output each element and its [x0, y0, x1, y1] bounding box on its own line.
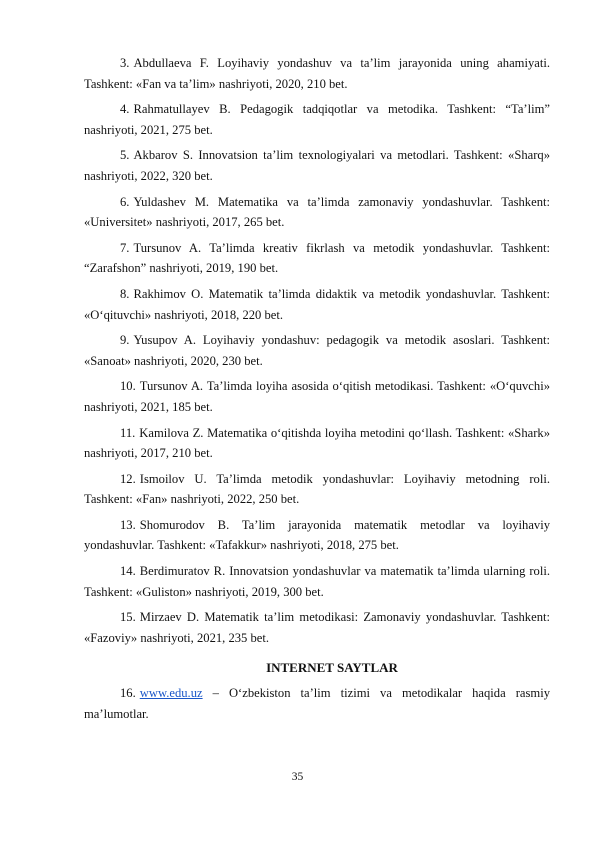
reference-number: 3. — [120, 56, 130, 70]
reference-item — [84, 423, 550, 464]
reference-text: Akbarov S. Innovatsion ta’lim texnologiyalari va metodlari. Tashkent: «Sharq» nashriyoti, 2022, 320 bet. — [84, 148, 550, 183]
reference-item — [84, 238, 550, 279]
reference-number: 16. — [120, 686, 136, 700]
reference-item — [84, 515, 550, 556]
reference-number: 8. — [120, 286, 130, 301]
reference-text: Kamilova Z. Matematika o‘qitishda loyiha metodini qo‘llash. Tashkent: «Shark» nashriyoti, 2017, 210 bet. — [84, 425, 550, 461]
reference-item — [84, 330, 550, 371]
reference-text: Tursunov A. Ta’limda loyiha asosida o‘qitish metodikasi. Tashkent: «O‘quvchi» nashriyoti, 2021, 185 bet. — [84, 379, 550, 414]
reference-item — [84, 53, 550, 94]
reference-text: Shomurodov B. Ta’lim jarayonida matematik metodlar va loyihaviy yondashuvlar. Tashkent: «Tafakkur» nashriyoti, 2018, 275 bet. — [84, 517, 550, 553]
reference-number: 7. — [120, 240, 130, 255]
section-heading-internet: INTERNET SAYTLAR — [266, 660, 398, 675]
reference-item — [84, 469, 550, 510]
reference-number: 11. — [120, 425, 136, 440]
reference-item — [84, 284, 550, 325]
reference-item — [84, 192, 550, 233]
reference-item — [84, 145, 550, 186]
reference-text: Tursunov A. Ta’limda kreativ fikrlash va metodik yondashuvlar. Tashkent: “Zarafshon” nashriyoti, 2019, 190 bet. — [84, 240, 550, 276]
internet-site-item — [84, 683, 550, 724]
internet-sites-list — [84, 683, 550, 729]
reference-number: 9. — [120, 333, 130, 348]
reference-item — [84, 376, 550, 417]
reference-text: Rahmatullayev B. Pedagogik tadqiqotlar va metodika. Tashkent: “Ta’lim” nashriyoti, 2021, 275 bet. — [84, 102, 550, 137]
reference-number: 6. — [120, 194, 130, 209]
reference-text: Berdimuratov R. Innovatsion yondashuvlar va matematik ta’limda ularning roli. Tashkent: «Guliston» nashriyoti, 2019, 300 bet. — [84, 564, 550, 599]
reference-text: Ismoilov U. Ta’limda metodik yondashuvlar: Loyihaviy metodning roli. Tashkent: «Fan» nashriyoti, 2022, 250 bet. — [84, 471, 550, 507]
references-list — [84, 53, 550, 653]
reference-number: 12. — [120, 471, 136, 486]
reference-text: Yuldashev M. Matematika va ta’limda zamonaviy yondashuvlar. Tashkent: «Universitet» nashriyoti, 2017, 265 bet. — [84, 194, 550, 230]
reference-number: 4. — [120, 102, 130, 117]
website-link[interactable]: www.edu.uz — [139, 686, 203, 700]
reference-item — [84, 99, 550, 140]
page-number: 35 — [291, 771, 304, 783]
reference-text: – O‘zbekiston ta’lim tizimi va metodikalar haqida rasmiy ma’lumotlar. — [84, 686, 550, 721]
reference-number: 14. — [120, 564, 136, 579]
reference-item — [84, 561, 550, 602]
reference-number: 15. — [120, 610, 136, 625]
reference-number: 13. — [120, 517, 136, 532]
reference-item — [84, 607, 550, 648]
reference-number: 10. — [120, 379, 136, 394]
reference-text: Mirzaev D. Matematik ta’lim metodikasi: Zamonaviy yondashuvlar. Tashkent: «Fazoviy» nashriyoti, 2021, 235 bet. — [84, 610, 550, 645]
reference-text: Rakhimov O. Matematik ta’limda didaktik va metodik yondashuvlar. Tashkent: «O‘qituvchi» nashriyoti, 2018, 220 bet. — [84, 286, 550, 322]
reference-text: Yusupov A. Loyihaviy yondashuv: pedagogik va metodik asoslari. Tashkent: «Sanoat» nashriyoti, 2020, 230 bet. — [84, 333, 550, 368]
reference-number: 5. — [120, 148, 130, 163]
reference-text: Abdullaeva F. Loyihaviy yondashuv va ta’lim jarayonida uning ahamiyati. Tashkent: «Fan va ta’lim» nashriyoti, 2020, 210 bet. — [84, 56, 550, 91]
